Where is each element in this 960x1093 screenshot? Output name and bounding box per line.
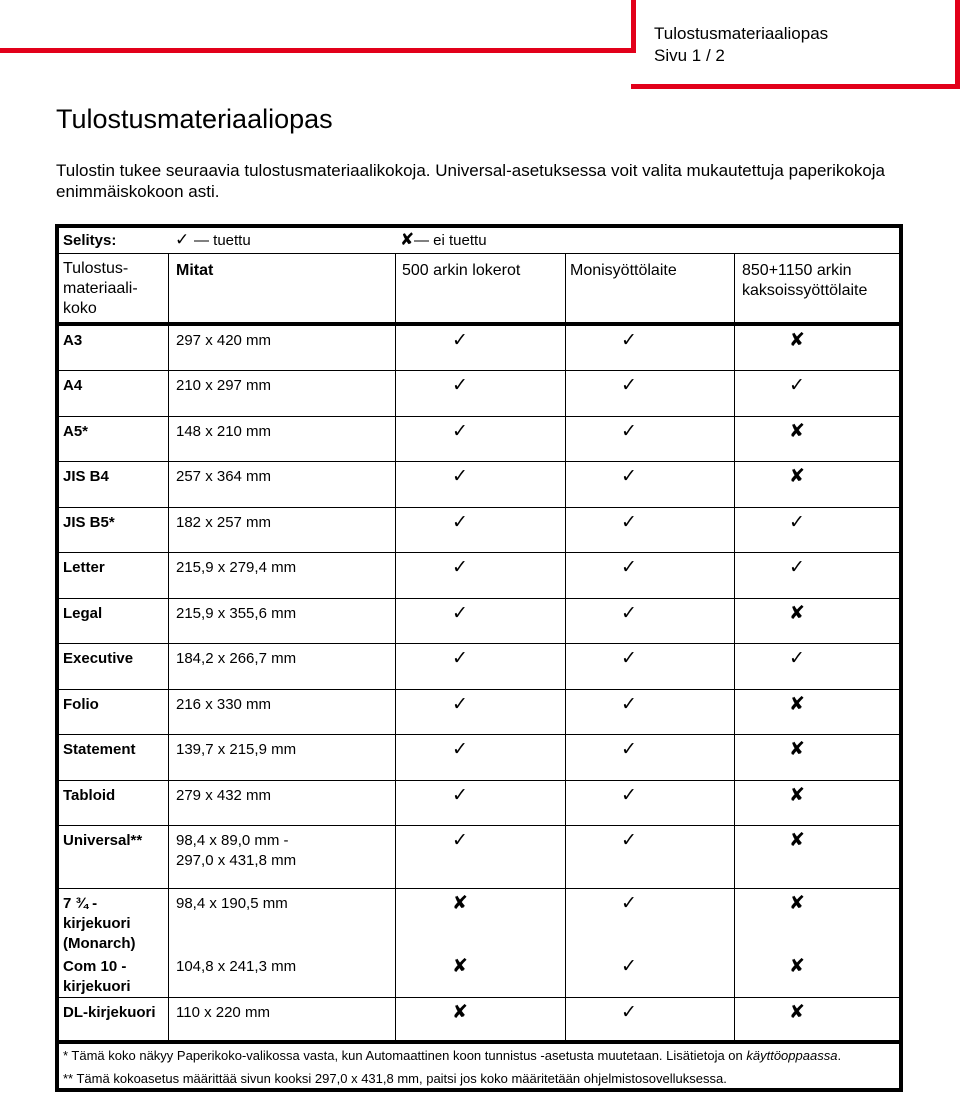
legend-unsupported: — ei tuettu	[414, 232, 487, 249]
size-name-cell: Folio	[63, 696, 99, 713]
check-icon: ✓	[621, 694, 637, 715]
cross-icon: ✘	[452, 1002, 468, 1023]
check-icon: ✓	[621, 893, 637, 914]
check-icon: ✓	[452, 648, 468, 669]
legend-label: Selitys:	[63, 232, 117, 249]
cross-icon: ✘	[789, 739, 805, 760]
dimensions-cell: 182 x 257 mm	[176, 514, 272, 531]
check-icon: ✓	[621, 603, 637, 624]
col-header-tray500: 500 arkin lokerot	[402, 262, 521, 279]
col-header-hcf: 850+1150 arkin kaksoissyöttölaite	[742, 262, 868, 299]
dimensions-cell: 215,9 x 279,4 mm	[176, 559, 297, 576]
check-icon: ✓	[452, 557, 468, 578]
check-icon: ✓	[621, 512, 637, 533]
dimensions-cell: 98,4 x 89,0 mm - 297,0 x 431,8 mm	[176, 832, 297, 869]
row-divider	[59, 780, 899, 781]
cross-icon: ✘	[789, 466, 805, 487]
dimensions-cell: 110 x 220 mm	[176, 1004, 270, 1021]
row-divider	[59, 416, 899, 417]
footnote-1	[63, 1047, 841, 1064]
footnote-1-text: * Tämä koko näkyy Paperikoko-valikossa vasta, kun Automaattinen koon tunnistus -asetusta muutetaan. Lisätietoja on	[63, 1048, 747, 1063]
row-divider	[59, 689, 899, 690]
check-icon: ✓	[789, 375, 805, 396]
check-icon: ✓	[621, 330, 637, 351]
size-name-cell: 7 ¾ - kirjekuori (Monarch)	[63, 895, 136, 952]
cross-icon: ✘	[452, 956, 468, 977]
check-icon: ✓	[621, 830, 637, 851]
column-divider	[734, 253, 735, 1042]
row-divider	[59, 461, 899, 462]
row-divider	[59, 734, 899, 735]
dimensions-cell: 184,2 x 266,7 mm	[176, 650, 297, 667]
size-name-cell: Tabloid	[63, 787, 116, 804]
check-icon: ✓	[452, 512, 468, 533]
size-name-cell: Letter	[63, 559, 105, 576]
footnote-divider	[59, 1040, 899, 1044]
header-rule	[631, 84, 960, 89]
dimensions-cell: 139,7 x 215,9 mm	[176, 741, 297, 758]
row-divider	[59, 825, 899, 826]
check-icon: ✓	[452, 421, 468, 442]
cross-icon: ✘	[789, 694, 805, 715]
legend-supported: — tuettu	[194, 232, 251, 249]
footnote-1-end: .	[837, 1048, 842, 1063]
running-header-title: Tulostusmateriaaliopas	[654, 24, 829, 43]
header-divider	[59, 322, 899, 326]
row-divider	[59, 643, 899, 644]
check-icon: ✓	[621, 466, 637, 487]
footnote-2: ** Tämä kokoasetus määrittää sivun kooksi 297,0 x 431,8 mm, paitsi jos koko määritetään ohjelmistosovelluksessa.	[63, 1071, 727, 1086]
cross-icon: ✘	[789, 603, 805, 624]
row-divider	[59, 888, 899, 889]
row-divider	[59, 997, 899, 998]
size-name-cell: Com 10 - kirjekuori	[63, 958, 131, 995]
col-header-dims: Mitat	[176, 262, 214, 279]
check-icon: ✓	[452, 330, 468, 351]
user-guide-link[interactable]: käyttöoppaassa	[746, 1048, 838, 1063]
dimensions-cell: 148 x 210 mm	[176, 423, 272, 440]
cross-icon: ✘	[789, 785, 805, 806]
check-icon: ✓	[621, 648, 637, 669]
cross-icon: ✘	[789, 830, 805, 851]
check-icon: ✓	[452, 603, 468, 624]
dimensions-cell: 98,4 x 190,5 mm	[176, 895, 288, 912]
size-name-cell: DL-kirjekuori	[63, 1004, 156, 1021]
header-rule	[631, 0, 636, 53]
header-rule	[0, 48, 636, 53]
cross-icon: ✘	[789, 330, 805, 351]
check-icon: ✓	[621, 1002, 637, 1023]
intro-paragraph: Tulostin tukee seuraavia tulostusmateriaalikokoja. Universal-asetuksessa voit valita mukautettuja paperikokoja enimmäiskokoon asti.	[56, 161, 886, 201]
check-icon: ✓	[621, 421, 637, 442]
row-divider	[59, 507, 899, 508]
column-divider	[395, 253, 396, 1042]
dimensions-cell: 216 x 330 mm	[176, 696, 272, 713]
check-icon: ✓	[621, 375, 637, 396]
row-divider	[59, 552, 899, 553]
check-icon: ✓	[452, 375, 468, 396]
page-number: Sivu 1 / 2	[654, 46, 725, 65]
check-icon: ✓	[621, 739, 637, 760]
cross-icon: ✘	[789, 893, 805, 914]
size-name-cell: JIS B4	[63, 468, 109, 485]
col-header-size: Tulostus- materiaali- koko	[63, 260, 138, 317]
col-header-mpf: Monisyöttölaite	[570, 262, 677, 279]
check-icon: ✓	[452, 694, 468, 715]
dimensions-cell: 297 x 420 mm	[176, 332, 272, 349]
check-icon: ✓	[621, 956, 637, 977]
cross-icon: ✘	[789, 421, 805, 442]
check-icon: ✓	[452, 830, 468, 851]
cross-icon: ✘	[452, 893, 468, 914]
row-divider	[59, 598, 899, 599]
size-name-cell: Executive	[63, 650, 134, 667]
header-rule	[955, 0, 960, 89]
size-name-cell: JIS B5*	[63, 514, 115, 531]
check-icon: ✓	[789, 512, 805, 533]
dimensions-cell: 279 x 432 mm	[176, 787, 272, 804]
check-icon: ✓	[621, 785, 637, 806]
column-divider	[565, 253, 566, 1042]
cross-icon: ✘	[789, 1002, 805, 1023]
page-title: Tulostusmateriaaliopas	[56, 104, 333, 134]
check-icon: ✓	[452, 739, 468, 760]
size-name-cell: A4	[63, 377, 83, 394]
cross-icon: ✘	[789, 956, 805, 977]
check-icon: ✓	[621, 557, 637, 578]
size-name-cell: Universal**	[63, 832, 143, 849]
dimensions-cell: 210 x 297 mm	[176, 377, 272, 394]
dimensions-cell: 257 x 364 mm	[176, 468, 272, 485]
size-name-cell: Statement	[63, 741, 136, 758]
cross-icon: ✘	[400, 230, 415, 249]
column-divider	[168, 253, 169, 1042]
size-name-cell: A5*	[63, 423, 89, 440]
row-divider	[59, 253, 899, 254]
size-name-cell: Legal	[63, 605, 103, 622]
dimensions-cell: 104,8 x 241,3 mm	[176, 958, 297, 975]
size-name-cell: A3	[63, 332, 83, 349]
check-icon: ✓	[789, 648, 805, 669]
check-icon: ✓	[175, 230, 190, 249]
dimensions-cell: 215,9 x 355,6 mm	[176, 605, 297, 622]
check-icon: ✓	[452, 785, 468, 806]
row-divider	[59, 370, 899, 371]
check-icon: ✓	[789, 557, 805, 578]
check-icon: ✓	[452, 466, 468, 487]
